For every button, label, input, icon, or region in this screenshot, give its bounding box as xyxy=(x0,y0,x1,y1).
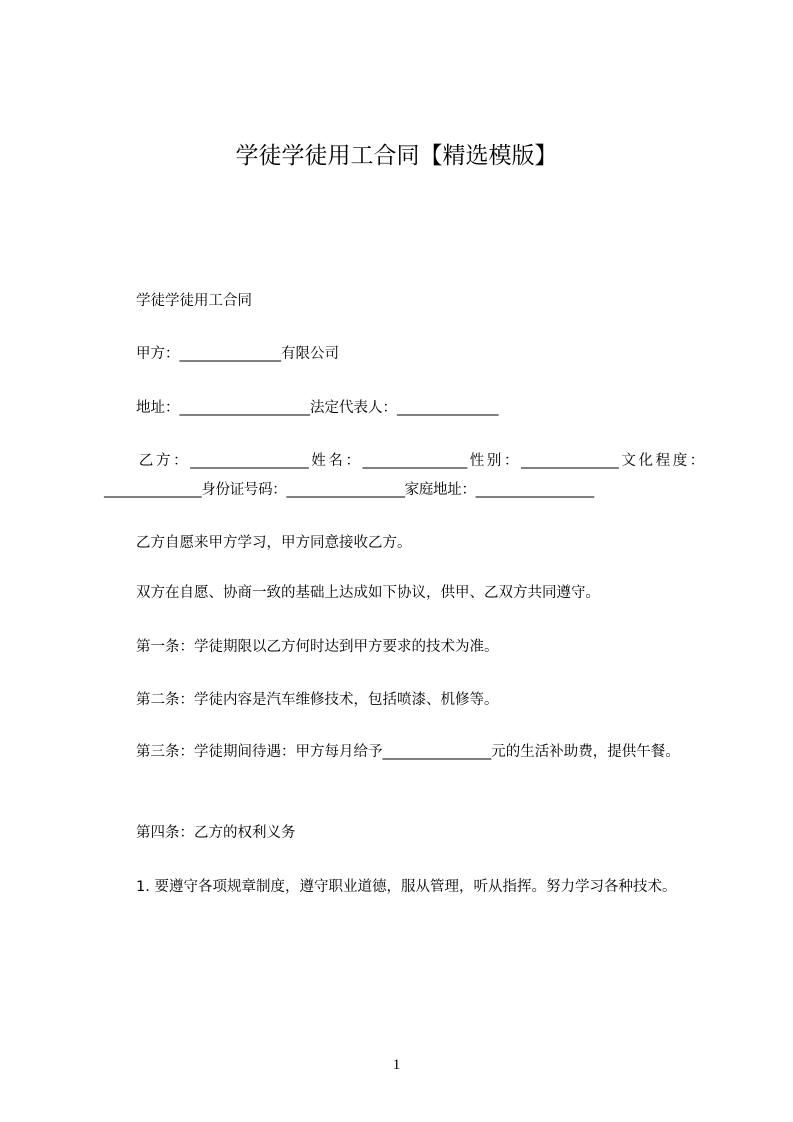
paragraph-voluntary: 乙方自愿来甲方学习，甲方同意接收乙方。 xyxy=(136,535,412,551)
paragraph-item-1: 1. 要遵守各项规章制度，遵守职业道德，服从管理，听从指挥。努力学习各种技术。 xyxy=(136,879,677,895)
paragraph-address: 地址：__________________法定代表人：______________ xyxy=(136,400,499,416)
paragraph-article-4: 第四条：乙方的权利义务 xyxy=(136,825,296,841)
paragraph-contract-heading: 学徒学徒用工合同 xyxy=(136,293,252,309)
paragraph-party-b: 乙方：_________________姓名：_______________性别：______________文化程度：______________身份证号码：_________________家庭地址：_________________ xyxy=(104,453,704,498)
paragraph-article-3: 第三条：学徒期间待遇：甲方每月给予_______________元的生活补助费，提供午餐。 xyxy=(136,744,680,760)
paragraph-party-a: 甲方：______________有限公司 xyxy=(136,346,339,362)
paragraph-agreement: 双方在自愿、协商一致的基础上达成如下协议，供甲、乙双方共同遵守。 xyxy=(136,585,600,601)
paragraph-article-2: 第二条：学徒内容是汽车维修技术，包括喷漆、机修等。 xyxy=(136,692,499,708)
document-title: 学徒学徒用工合同【精选模版】 xyxy=(235,143,558,169)
page-number: 1 xyxy=(392,1057,401,1073)
paragraph-article-1: 第一条：学徒期限以乙方何时达到甲方要求的技术为准。 xyxy=(136,639,499,655)
